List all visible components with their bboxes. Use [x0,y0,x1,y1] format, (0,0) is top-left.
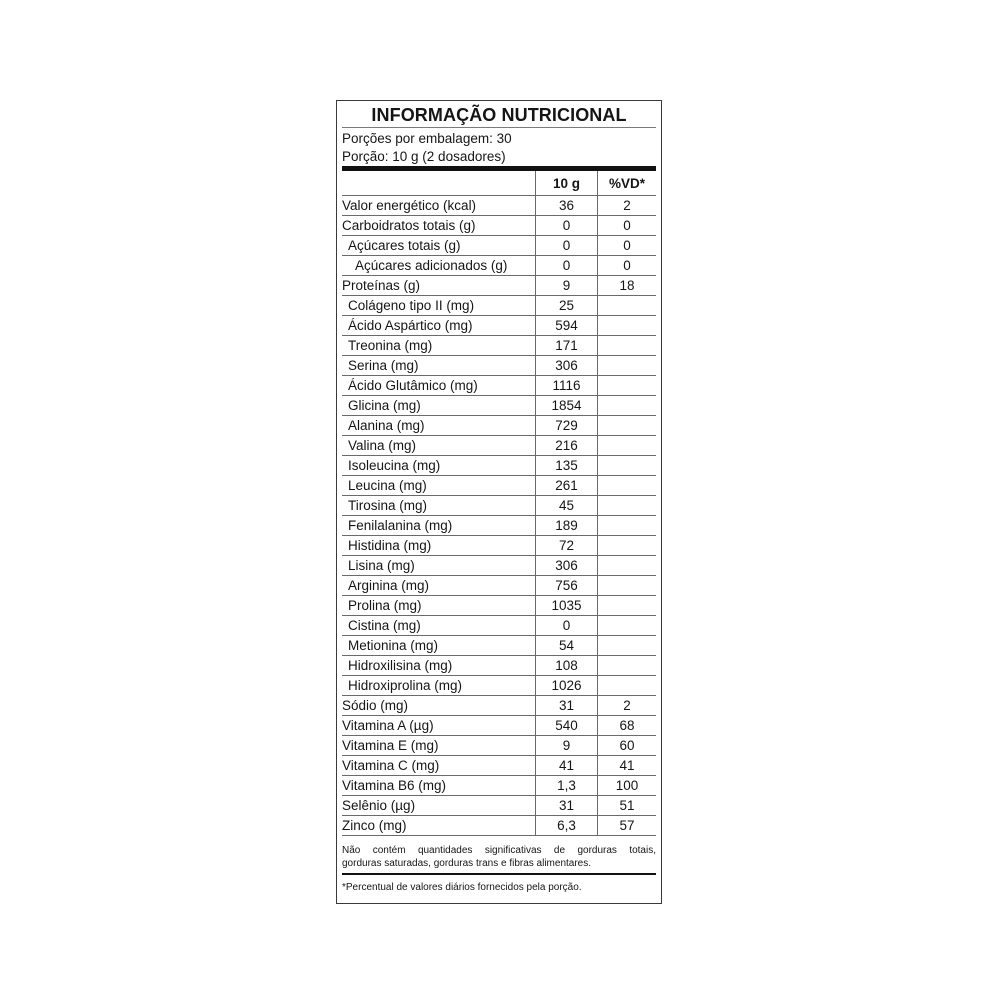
nutrient-row [342,196,656,216]
nutrient-label: Histidina (mg) [348,538,432,553]
servings-per-package: Porções por embalagem: 30 [342,131,512,146]
nutrient-label: Treonina (mg) [348,338,433,353]
serving-size: Porção: 10 g (2 dosadores) [342,149,506,164]
nutrient-label: Metionina (mg) [348,638,439,653]
nutrient-row [342,436,656,456]
nutrient-row [342,596,656,616]
nutrient-label: Valina (mg) [348,438,417,453]
nutrient-amount: 41 [535,756,597,775]
nutrient-amount: 31 [535,796,597,815]
nutrient-dv [597,516,656,535]
nutrient-row [342,456,656,476]
nutrient-dv: 41 [597,756,656,775]
footnote-divider [342,873,656,875]
nutrient-row [342,276,656,296]
nutrient-label: Hidroxilisina (mg) [348,658,453,673]
nutrient-row [342,316,656,336]
nutrient-row [342,236,656,256]
nutrient-dv [597,596,656,615]
daily-value-note: *Percentual de valores diários fornecidos pela porção. [342,882,582,893]
nutrient-dv: 2 [597,696,656,715]
nutrient-amount: 135 [535,456,597,475]
nutrient-amount: 1854 [535,396,597,415]
nutrient-label: Zinco (mg) [342,818,407,833]
nutrient-amount: 1026 [535,676,597,695]
nutrient-amount: 25 [535,296,597,315]
nutrient-amount: 306 [535,356,597,375]
nutrition-table [342,171,656,836]
nutrient-row [342,696,656,716]
nutrient-dv [597,416,656,435]
nutrient-amount: 1116 [535,376,597,395]
nutrient-amount: 6,3 [535,816,597,835]
nutrient-label: Cistina (mg) [348,618,421,633]
nutrient-dv [597,396,656,415]
header-dv: %VD* [597,171,656,195]
nutrient-dv: 100 [597,776,656,795]
nutrient-amount: 0 [535,616,597,635]
nutrient-dv [597,556,656,575]
nutrient-label: Prolina (mg) [348,598,422,613]
nutrient-dv [597,376,656,395]
nutrient-label: Colágeno tipo II (mg) [348,298,475,313]
nutrient-amount: 0 [535,236,597,255]
nutrient-dv [597,576,656,595]
nutrient-row [342,376,656,396]
nutrient-row [342,636,656,656]
header-amount: 10 g [535,171,597,195]
nutrient-dv [597,356,656,375]
nutrient-dv: 18 [597,276,656,295]
nutrient-dv [597,436,656,455]
footnote-line: gorduras saturadas, gorduras trans e fibras alimentares. [342,858,592,869]
nutrient-amount: 0 [535,216,597,235]
nutrient-amount: 306 [535,556,597,575]
nutrient-label: Ácido Glutâmico (mg) [348,378,478,393]
nutrient-label: Selênio (µg) [342,798,416,813]
nutrient-row [342,656,656,676]
nutrient-label: Hidroxiprolina (mg) [348,678,463,693]
nutrient-amount: 1035 [535,596,597,615]
nutrient-row [342,676,656,696]
nutrient-amount: 189 [535,516,597,535]
footnote [342,836,656,870]
nutrient-row [342,396,656,416]
nutrient-label: Arginina (mg) [348,578,430,593]
nutrient-label: Sódio (mg) [342,698,409,713]
nutrient-row [342,616,656,636]
nutrient-dv [597,616,656,635]
nutrient-row [342,516,656,536]
nutrient-row [342,476,656,496]
nutrient-dv [597,456,656,475]
nutrient-label: Vitamina B6 (mg) [342,778,447,793]
nutrient-row [342,796,656,816]
nutrient-label: Carboidratos totais (g) [342,218,476,233]
nutrient-amount: 31 [535,696,597,715]
nutrient-row [342,716,656,736]
nutrient-label: Fenilalanina (mg) [348,518,453,533]
nutrient-row [342,336,656,356]
header-label-cell [342,171,535,195]
nutrient-label: Glicina (mg) [348,398,421,413]
nutrient-amount: 0 [535,256,597,275]
nutrient-dv: 68 [597,716,656,735]
nutrient-row [342,356,656,376]
nutrient-label: Vitamina A (µg) [342,718,434,733]
nutrient-dv: 51 [597,796,656,815]
nutrient-row [342,216,656,236]
nutrient-label: Valor energético (kcal) [342,198,477,213]
nutrient-amount: 729 [535,416,597,435]
nutrient-dv [597,676,656,695]
nutrient-dv [597,536,656,555]
nutrient-dv: 0 [597,256,656,275]
nutrient-amount: 108 [535,656,597,675]
nutrient-row [342,496,656,516]
nutrient-amount: 756 [535,576,597,595]
nutrient-amount: 45 [535,496,597,515]
nutrient-label: Açúcares adicionados (g) [355,258,508,273]
nutrient-label: Vitamina C (mg) [342,758,440,773]
footnote-line: Não contém quantidades significativas de gorduras totais, [342,845,656,856]
nutrient-label: Tirosina (mg) [348,498,428,513]
nutrient-label: Ácido Aspártico (mg) [348,318,473,333]
nutrient-amount: 36 [535,196,597,215]
nutrient-amount: 9 [535,276,597,295]
nutrient-label: Proteínas (g) [342,278,421,293]
label-title: INFORMAÇÃO NUTRICIONAL [342,101,656,128]
nutrient-amount: 216 [535,436,597,455]
serving-info [342,128,656,171]
table-header-row [342,171,656,196]
nutrient-dv [597,636,656,655]
nutrient-dv: 60 [597,736,656,755]
nutrient-dv [597,316,656,335]
nutrient-row [342,536,656,556]
nutrient-label: Isoleucina (mg) [348,458,441,473]
nutrition-facts-label [336,100,662,904]
nutrient-dv: 2 [597,196,656,215]
nutrient-row [342,756,656,776]
nutrient-label: Alanina (mg) [348,418,425,433]
nutrient-dv: 0 [597,236,656,255]
nutrient-dv: 0 [597,216,656,235]
nutrient-row [342,296,656,316]
nutrient-label: Serina (mg) [348,358,419,373]
nutrient-dv [597,476,656,495]
nutrient-row [342,776,656,796]
nutrient-row [342,576,656,596]
nutrient-amount: 9 [535,736,597,755]
nutrient-amount: 54 [535,636,597,655]
nutrient-row [342,816,656,836]
nutrient-label: Lisina (mg) [348,558,415,573]
nutrient-dv [597,496,656,515]
nutrient-amount: 72 [535,536,597,555]
nutrient-dv: 57 [597,816,656,835]
nutrient-dv [597,656,656,675]
nutrient-amount: 594 [535,316,597,335]
nutrient-amount: 1,3 [535,776,597,795]
nutrient-row [342,556,656,576]
nutrient-dv [597,296,656,315]
nutrient-row [342,416,656,436]
nutrient-label: Leucina (mg) [348,478,427,493]
nutrient-dv [597,336,656,355]
nutrient-label: Açúcares totais (g) [348,238,461,253]
nutrient-row [342,736,656,756]
nutrient-amount: 171 [535,336,597,355]
nutrient-amount: 540 [535,716,597,735]
nutrient-label: Vitamina E (mg) [342,738,439,753]
nutrient-row [342,256,656,276]
nutrient-amount: 261 [535,476,597,495]
